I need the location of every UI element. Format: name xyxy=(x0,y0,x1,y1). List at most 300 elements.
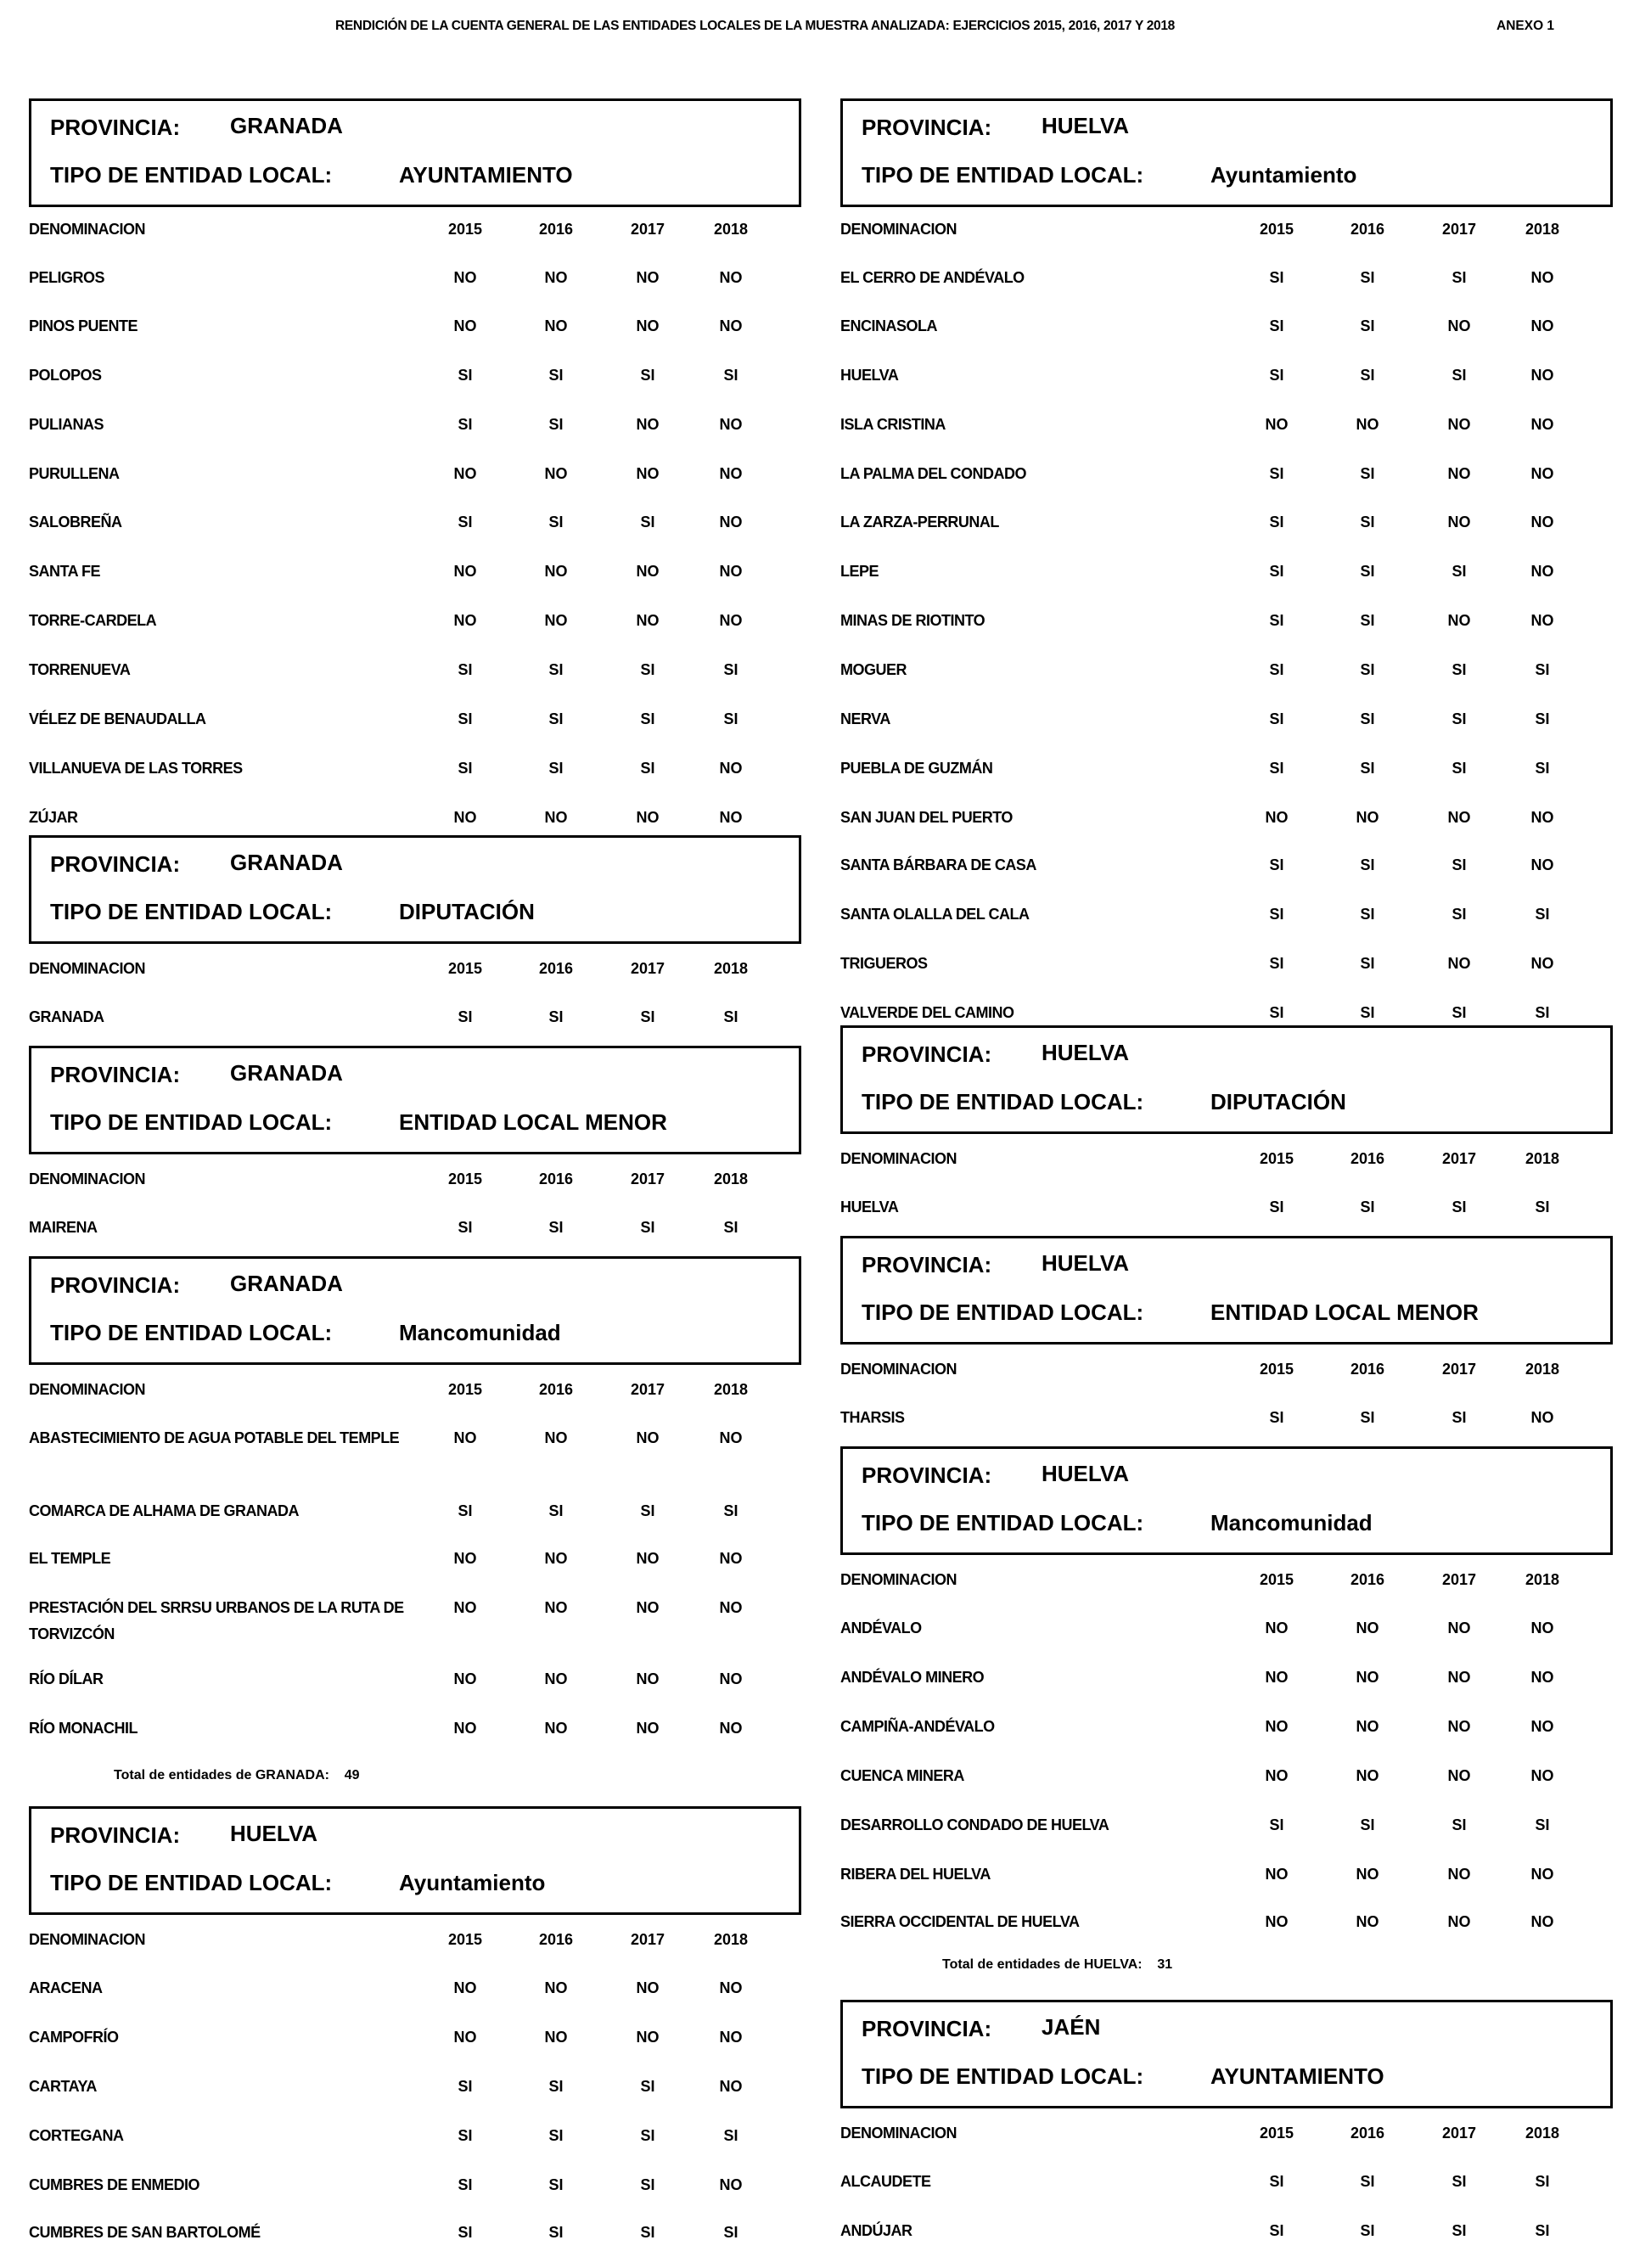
entity-name: CAMPIÑA-ANDÉVALO xyxy=(840,1718,995,1735)
year-status-cell: SI xyxy=(640,2224,655,2241)
table-row xyxy=(840,805,1613,853)
year-status-cell: SI xyxy=(1269,1199,1284,1215)
year-status-cell: SI xyxy=(1535,1816,1550,1833)
year-status-cell: NO xyxy=(544,1979,568,1996)
table-row xyxy=(29,559,801,607)
year-status-cell: SI xyxy=(548,760,564,777)
provincia-label: PROVINCIA: xyxy=(862,1252,992,1277)
year-status-cell: NO xyxy=(1356,1718,1379,1735)
year-status-cell: NO xyxy=(1530,514,1554,531)
year-status-cell: SI xyxy=(1360,269,1375,286)
entity-name: VALVERDE DEL CAMINO xyxy=(840,1004,1014,1021)
year-status-cell: SI xyxy=(640,514,655,531)
year-status-cell: NO xyxy=(719,2078,743,2095)
column-header-denominacion: DENOMINACION xyxy=(29,221,145,238)
tipo-entidad-value: Mancomunidad xyxy=(399,1320,561,1345)
year-status-cell: NO xyxy=(1530,465,1554,482)
column-header-year: 2016 xyxy=(538,960,574,977)
column-header-denominacion: DENOMINACION xyxy=(29,1170,145,1187)
year-status-cell: SI xyxy=(548,1008,564,1025)
year-status-cell: SI xyxy=(1360,710,1375,727)
year-status-cell: SI xyxy=(458,367,473,384)
year-status-cell: SI xyxy=(1360,612,1375,629)
year-status-cell: SI xyxy=(640,661,655,678)
year-status-cell: NO xyxy=(453,563,477,580)
column-header-denominacion: DENOMINACION xyxy=(840,221,957,238)
entity-name: LA ZARZA-PERRUNAL xyxy=(840,514,999,531)
column-header-year: 2016 xyxy=(538,1381,574,1398)
year-status-cell: SI xyxy=(1535,1199,1550,1215)
table-row xyxy=(840,706,1613,755)
year-status-cell: NO xyxy=(1530,1866,1554,1883)
year-status-cell: SI xyxy=(1360,906,1375,923)
entity-name: ANDÉVALO MINERO xyxy=(840,1669,985,1686)
provincia-label: PROVINCIA: xyxy=(862,115,992,140)
year-status-cell: NO xyxy=(544,809,568,826)
provincia-value: GRANADA xyxy=(230,113,343,138)
tipo-entidad-label: TIPO DE ENTIDAD LOCAL: xyxy=(862,1510,1144,1535)
year-status-cell: SI xyxy=(548,1502,564,1519)
year-status-cell: NO xyxy=(1447,1913,1471,1930)
year-status-cell: NO xyxy=(544,269,568,286)
entity-name: EL TEMPLE xyxy=(29,1550,111,1567)
column-header-year: 2017 xyxy=(630,1931,665,1948)
column-header-year: 2018 xyxy=(1525,1150,1560,1167)
table-row xyxy=(29,2123,801,2171)
table-row xyxy=(29,657,801,705)
province-total-value: 31 xyxy=(1157,1957,1173,1972)
year-status-cell: SI xyxy=(1452,906,1467,923)
year-status-cell: NO xyxy=(1356,1620,1379,1636)
year-status-cell: NO xyxy=(719,760,743,777)
year-status-cell: SI xyxy=(1269,563,1284,580)
entity-name: PULIANAS xyxy=(29,416,104,433)
column-header-year: 2018 xyxy=(713,1381,749,1398)
year-status-cell: NO xyxy=(719,1979,743,1996)
year-status-cell: NO xyxy=(1447,809,1471,826)
year-status-cell: NO xyxy=(453,1550,477,1567)
year-status-cell: SI xyxy=(1452,269,1467,286)
table-header-row xyxy=(29,956,801,990)
entity-name: ENCINASOLA xyxy=(840,317,938,334)
provincia-label: PROVINCIA: xyxy=(50,851,181,877)
tipo-entidad-label: TIPO DE ENTIDAD LOCAL: xyxy=(50,1320,333,1345)
entity-name: TORRE-CARDELA xyxy=(29,612,157,629)
year-status-cell: SI xyxy=(548,2176,564,2193)
year-status-cell: NO xyxy=(719,612,743,629)
year-status-cell: NO xyxy=(544,1429,568,1446)
year-status-cell: NO xyxy=(1265,1620,1289,1636)
year-status-cell: SI xyxy=(1269,514,1284,531)
table-row xyxy=(840,509,1613,558)
table-row xyxy=(29,608,801,656)
year-status-cell: SI xyxy=(1452,661,1467,678)
year-status-cell: NO xyxy=(636,1670,660,1687)
provincia-value: GRANADA xyxy=(230,1271,343,1296)
year-status-cell: NO xyxy=(1356,416,1379,433)
entity-name: SANTA OLALLA DEL CALA xyxy=(840,906,1030,923)
provincia-label: PROVINCIA: xyxy=(50,1822,181,1848)
year-status-cell: NO xyxy=(719,1599,743,1616)
entity-name: CORTEGANA xyxy=(29,2127,124,2144)
column-header-year: 2016 xyxy=(538,1931,574,1948)
year-status-cell: NO xyxy=(1530,955,1554,972)
provincia-label: PROVINCIA: xyxy=(862,1041,992,1067)
page-title: RENDICIÓN DE LA CUENTA GENERAL DE LAS ENTIDADES LOCALES DE LA MUESTRA ANALIZADA: EJERCICIOS 2015, 2016, 2017 Y 2018 xyxy=(335,19,1175,33)
year-status-cell: SI xyxy=(723,1219,738,1236)
year-status-cell: SI xyxy=(458,760,473,777)
year-status-cell: SI xyxy=(723,710,738,727)
year-status-cell: NO xyxy=(453,269,477,286)
year-status-cell: SI xyxy=(1360,2173,1375,2190)
year-status-cell: SI xyxy=(1535,661,1550,678)
column-header-year: 2016 xyxy=(538,1170,574,1187)
year-status-cell: SI xyxy=(458,661,473,678)
table-row xyxy=(840,362,1613,411)
year-status-cell: SI xyxy=(723,367,738,384)
entity-name: HUELVA xyxy=(840,1199,899,1215)
provincia-label: PROVINCIA: xyxy=(862,2016,992,2041)
entity-name: VÉLEZ DE BENAUDALLA xyxy=(29,710,206,727)
tipo-entidad-value: ENTIDAD LOCAL MENOR xyxy=(1210,1300,1479,1325)
year-status-cell: NO xyxy=(636,1429,660,1446)
year-status-cell: NO xyxy=(1447,1620,1471,1636)
year-status-cell: SI xyxy=(458,1502,473,1519)
entity-name: PRESTACIÓN DEL SRRSU URBANOS DE LA RUTA DE TORVIZCÓN xyxy=(29,1599,404,1642)
year-status-cell: SI xyxy=(548,710,564,727)
year-status-cell: SI xyxy=(1269,2222,1284,2239)
year-status-cell: SI xyxy=(640,1219,655,1236)
column-header-year: 2015 xyxy=(447,1170,483,1187)
year-status-cell: NO xyxy=(636,1979,660,1996)
entity-name: DESARROLLO CONDADO DE HUELVA xyxy=(840,1816,1109,1833)
year-status-cell: NO xyxy=(544,317,568,334)
year-status-cell: NO xyxy=(719,514,743,531)
year-status-cell: NO xyxy=(1530,1718,1554,1735)
entity-name: ZÚJAR xyxy=(29,809,78,826)
year-status-cell: SI xyxy=(548,416,564,433)
year-status-cell: NO xyxy=(1530,1620,1554,1636)
column-header-year: 2015 xyxy=(447,960,483,977)
provincia-box xyxy=(29,835,801,944)
provincia-box xyxy=(29,1046,801,1154)
table-row xyxy=(29,2220,801,2268)
year-status-cell: NO xyxy=(544,1720,568,1737)
year-status-cell: NO xyxy=(719,2176,743,2193)
year-status-cell: NO xyxy=(453,1429,477,1446)
entity-name: RIBERA DEL HUELVA xyxy=(840,1866,991,1883)
year-status-cell: SI xyxy=(640,1502,655,1519)
column-header-year: 2015 xyxy=(1259,1150,1294,1167)
year-status-cell: SI xyxy=(1269,661,1284,678)
column-header-year: 2017 xyxy=(630,1381,665,1398)
year-status-cell: SI xyxy=(548,367,564,384)
year-status-cell: SI xyxy=(723,1008,738,1025)
column-header-year: 2017 xyxy=(1441,1150,1477,1167)
year-status-cell: NO xyxy=(1530,416,1554,433)
year-status-cell: NO xyxy=(636,269,660,286)
year-status-cell: NO xyxy=(1265,1913,1289,1930)
year-status-cell: NO xyxy=(1530,856,1554,873)
table-row xyxy=(840,1909,1613,1957)
table-row xyxy=(840,1812,1613,1861)
table-row xyxy=(29,461,801,509)
entity-name: THARSIS xyxy=(840,1409,905,1426)
table-row xyxy=(29,1546,801,1594)
year-status-cell: SI xyxy=(458,416,473,433)
table-row xyxy=(29,1425,801,1474)
provincia-label: PROVINCIA: xyxy=(862,1462,992,1488)
year-status-cell: NO xyxy=(544,2029,568,2046)
table-header-row xyxy=(29,1377,801,1411)
year-status-cell: SI xyxy=(1269,269,1284,286)
year-status-cell: SI xyxy=(1360,661,1375,678)
table-row xyxy=(29,706,801,755)
year-status-cell: NO xyxy=(453,465,477,482)
year-status-cell: NO xyxy=(453,612,477,629)
year-status-cell: SI xyxy=(458,710,473,727)
year-status-cell: SI xyxy=(548,2224,564,2241)
year-status-cell: NO xyxy=(719,809,743,826)
provincia-value: JAÉN xyxy=(1042,2014,1101,2040)
year-status-cell: SI xyxy=(1535,760,1550,777)
year-status-cell: SI xyxy=(1360,955,1375,972)
column-header-year: 2015 xyxy=(447,1381,483,1398)
year-status-cell: NO xyxy=(1447,1767,1471,1784)
year-status-cell: SI xyxy=(1360,1004,1375,1021)
year-status-cell: NO xyxy=(1356,1767,1379,1784)
year-status-cell: NO xyxy=(1265,1866,1289,1883)
year-status-cell: NO xyxy=(719,465,743,482)
column-header-denominacion: DENOMINACION xyxy=(29,1931,145,1948)
year-status-cell: SI xyxy=(1269,465,1284,482)
year-status-cell: NO xyxy=(453,1599,477,1616)
entity-name: CUENCA MINERA xyxy=(840,1767,964,1784)
entity-name: ISLA CRISTINA xyxy=(840,416,946,433)
column-header-year: 2015 xyxy=(447,1931,483,1948)
year-status-cell: NO xyxy=(719,1550,743,1567)
year-status-cell: SI xyxy=(1360,1199,1375,1215)
provincia-value: HUELVA xyxy=(1042,1250,1130,1276)
tipo-entidad-value: DIPUTACIÓN xyxy=(399,899,535,924)
table-row xyxy=(29,265,801,313)
year-status-cell: NO xyxy=(636,809,660,826)
year-status-cell: SI xyxy=(1360,367,1375,384)
provincia-box xyxy=(29,1256,801,1365)
provincia-value: GRANADA xyxy=(230,850,343,875)
tipo-entidad-value: ENTIDAD LOCAL MENOR xyxy=(399,1109,667,1135)
year-status-cell: SI xyxy=(1452,1004,1467,1021)
year-status-cell: NO xyxy=(636,465,660,482)
year-status-cell: NO xyxy=(1356,809,1379,826)
table-row xyxy=(840,951,1613,999)
table-row xyxy=(29,313,801,362)
column-header-denominacion: DENOMINACION xyxy=(29,960,145,977)
year-status-cell: SI xyxy=(1452,2173,1467,2190)
column-header-year: 2017 xyxy=(1441,1361,1477,1378)
entity-name: RÍO DÍLAR xyxy=(29,1670,104,1687)
entity-name: COMARCA DE ALHAMA DE GRANADA xyxy=(29,1502,299,1519)
provincia-box xyxy=(840,1025,1613,1134)
tipo-entidad-value: DIPUTACIÓN xyxy=(1210,1089,1346,1114)
year-status-cell: SI xyxy=(640,2127,655,2144)
year-status-cell: NO xyxy=(1530,317,1554,334)
year-status-cell: NO xyxy=(1530,1409,1554,1426)
tipo-entidad-label: TIPO DE ENTIDAD LOCAL: xyxy=(50,1109,333,1135)
column-header-denominacion: DENOMINACION xyxy=(840,1571,957,1588)
year-status-cell: NO xyxy=(1447,465,1471,482)
provincia-box xyxy=(840,2000,1613,2108)
year-status-cell: SI xyxy=(723,2224,738,2241)
year-status-cell: SI xyxy=(1269,710,1284,727)
tipo-entidad-label: TIPO DE ENTIDAD LOCAL: xyxy=(862,1089,1144,1114)
year-status-cell: NO xyxy=(1447,955,1471,972)
entity-name: TRIGUEROS xyxy=(840,955,928,972)
year-status-cell: SI xyxy=(1360,2222,1375,2239)
column-header-denominacion: DENOMINACION xyxy=(840,2125,957,2142)
entity-name: POLOPOS xyxy=(29,367,102,384)
entity-name: NERVA xyxy=(840,710,890,727)
table-row xyxy=(840,1861,1613,1910)
column-header-year: 2018 xyxy=(713,960,749,977)
column-header-year: 2016 xyxy=(1350,2125,1385,2142)
entity-name: CAMPOFRÍO xyxy=(29,2029,119,2046)
table-row xyxy=(29,362,801,411)
year-status-cell: SI xyxy=(1452,1409,1467,1426)
entity-name: SANTA BÁRBARA DE CASA xyxy=(840,856,1036,873)
table-row xyxy=(840,608,1613,656)
year-status-cell: NO xyxy=(1447,1718,1471,1735)
year-status-cell: NO xyxy=(636,1550,660,1567)
year-status-cell: NO xyxy=(1265,1767,1289,1784)
table-row xyxy=(840,2218,1613,2266)
column-header-year: 2016 xyxy=(1350,1150,1385,1167)
entity-name: PINOS PUENTE xyxy=(29,317,138,334)
column-header-year: 2016 xyxy=(1350,1361,1385,1378)
provincia-label: PROVINCIA: xyxy=(50,1272,181,1298)
column-header-year: 2015 xyxy=(1259,221,1294,238)
column-header-year: 2017 xyxy=(1441,221,1477,238)
table-row xyxy=(840,461,1613,509)
column-header-year: 2015 xyxy=(447,221,483,238)
year-status-cell: SI xyxy=(1269,1816,1284,1833)
table-row xyxy=(29,2024,801,2073)
year-status-cell: NO xyxy=(1265,416,1289,433)
provincia-label: PROVINCIA: xyxy=(50,115,181,140)
entity-name: GRANADA xyxy=(29,1008,104,1025)
year-status-cell: NO xyxy=(719,1670,743,1687)
entity-name: MINAS DE RIOTINTO xyxy=(840,612,985,629)
entity-name: SAN JUAN DEL PUERTO xyxy=(840,809,1013,826)
table-row xyxy=(840,852,1613,901)
table-header-row xyxy=(840,2120,1613,2154)
provincia-value: HUELVA xyxy=(1042,1040,1130,1065)
entity-name: ANDÉVALO xyxy=(840,1620,922,1636)
province-total-value: 49 xyxy=(344,1768,360,1782)
table-header-row xyxy=(840,216,1613,250)
year-status-cell: NO xyxy=(1447,514,1471,531)
table-header-row xyxy=(29,1927,801,1961)
tipo-entidad-label: TIPO DE ENTIDAD LOCAL: xyxy=(50,899,333,924)
entity-name: HUELVA xyxy=(840,367,899,384)
year-status-cell: SI xyxy=(1452,856,1467,873)
year-status-cell: NO xyxy=(544,1599,568,1616)
province-total-label: Total de entidades de GRANADA: xyxy=(114,1768,329,1782)
province-total xyxy=(114,1768,360,1783)
year-status-cell: SI xyxy=(1269,856,1284,873)
entity-name: ALCAUDETE xyxy=(840,2173,931,2190)
year-status-cell: SI xyxy=(1452,563,1467,580)
year-status-cell: NO xyxy=(1356,1669,1379,1686)
column-header-year: 2018 xyxy=(1525,2125,1560,2142)
year-status-cell: NO xyxy=(1530,563,1554,580)
entity-name: SIERRA OCCIDENTAL DE HUELVA xyxy=(840,1913,1080,1930)
year-status-cell: NO xyxy=(636,317,660,334)
table-row xyxy=(840,265,1613,313)
column-header-year: 2015 xyxy=(1259,2125,1294,2142)
year-status-cell: SI xyxy=(1360,514,1375,531)
column-header-year: 2017 xyxy=(630,1170,665,1187)
tipo-entidad-value: AYUNTAMIENTO xyxy=(1210,2063,1384,2089)
year-status-cell: SI xyxy=(458,1008,473,1025)
provincia-value: GRANADA xyxy=(230,1060,343,1086)
table-row xyxy=(840,1714,1613,1762)
table-row xyxy=(29,1975,801,2024)
year-status-cell: SI xyxy=(458,514,473,531)
tipo-entidad-value: Mancomunidad xyxy=(1210,1510,1373,1535)
year-status-cell: SI xyxy=(1535,710,1550,727)
year-status-cell: NO xyxy=(1447,1669,1471,1686)
year-status-cell: SI xyxy=(640,367,655,384)
column-header-year: 2017 xyxy=(630,221,665,238)
entity-name: PELIGROS xyxy=(29,269,105,286)
table-row xyxy=(840,412,1613,460)
table-row xyxy=(29,2074,801,2122)
year-status-cell: SI xyxy=(1360,1409,1375,1426)
year-status-cell: NO xyxy=(1530,612,1554,629)
year-status-cell: NO xyxy=(544,612,568,629)
entity-name: TORRENUEVA xyxy=(29,661,131,678)
year-status-cell: NO xyxy=(453,1979,477,1996)
tipo-entidad-value: Ayuntamiento xyxy=(399,1870,546,1895)
table-header-row xyxy=(29,216,801,250)
year-status-cell: SI xyxy=(1269,367,1284,384)
provincia-box xyxy=(840,98,1613,207)
year-status-cell: SI xyxy=(1269,906,1284,923)
year-status-cell: NO xyxy=(544,465,568,482)
year-status-cell: NO xyxy=(1530,1913,1554,1930)
year-status-cell: SI xyxy=(1535,2173,1550,2190)
year-status-cell: NO xyxy=(719,1429,743,1446)
column-header-year: 2017 xyxy=(1441,1571,1477,1588)
year-status-cell: NO xyxy=(453,809,477,826)
entity-name: SALOBREÑA xyxy=(29,514,122,531)
column-header-denominacion: DENOMINACION xyxy=(840,1150,957,1167)
year-status-cell: NO xyxy=(719,2029,743,2046)
table-row xyxy=(29,1595,801,1643)
year-status-cell: NO xyxy=(719,269,743,286)
table-row xyxy=(29,412,801,460)
year-status-cell: SI xyxy=(1360,856,1375,873)
tipo-entidad-label: TIPO DE ENTIDAD LOCAL: xyxy=(862,2063,1144,2089)
year-status-cell: NO xyxy=(453,2029,477,2046)
year-status-cell: NO xyxy=(1447,1866,1471,1883)
year-status-cell: SI xyxy=(723,1502,738,1519)
year-status-cell: NO xyxy=(1530,809,1554,826)
year-status-cell: NO xyxy=(636,1720,660,1737)
year-status-cell: NO xyxy=(453,1720,477,1737)
tipo-entidad-label: TIPO DE ENTIDAD LOCAL: xyxy=(862,162,1144,188)
